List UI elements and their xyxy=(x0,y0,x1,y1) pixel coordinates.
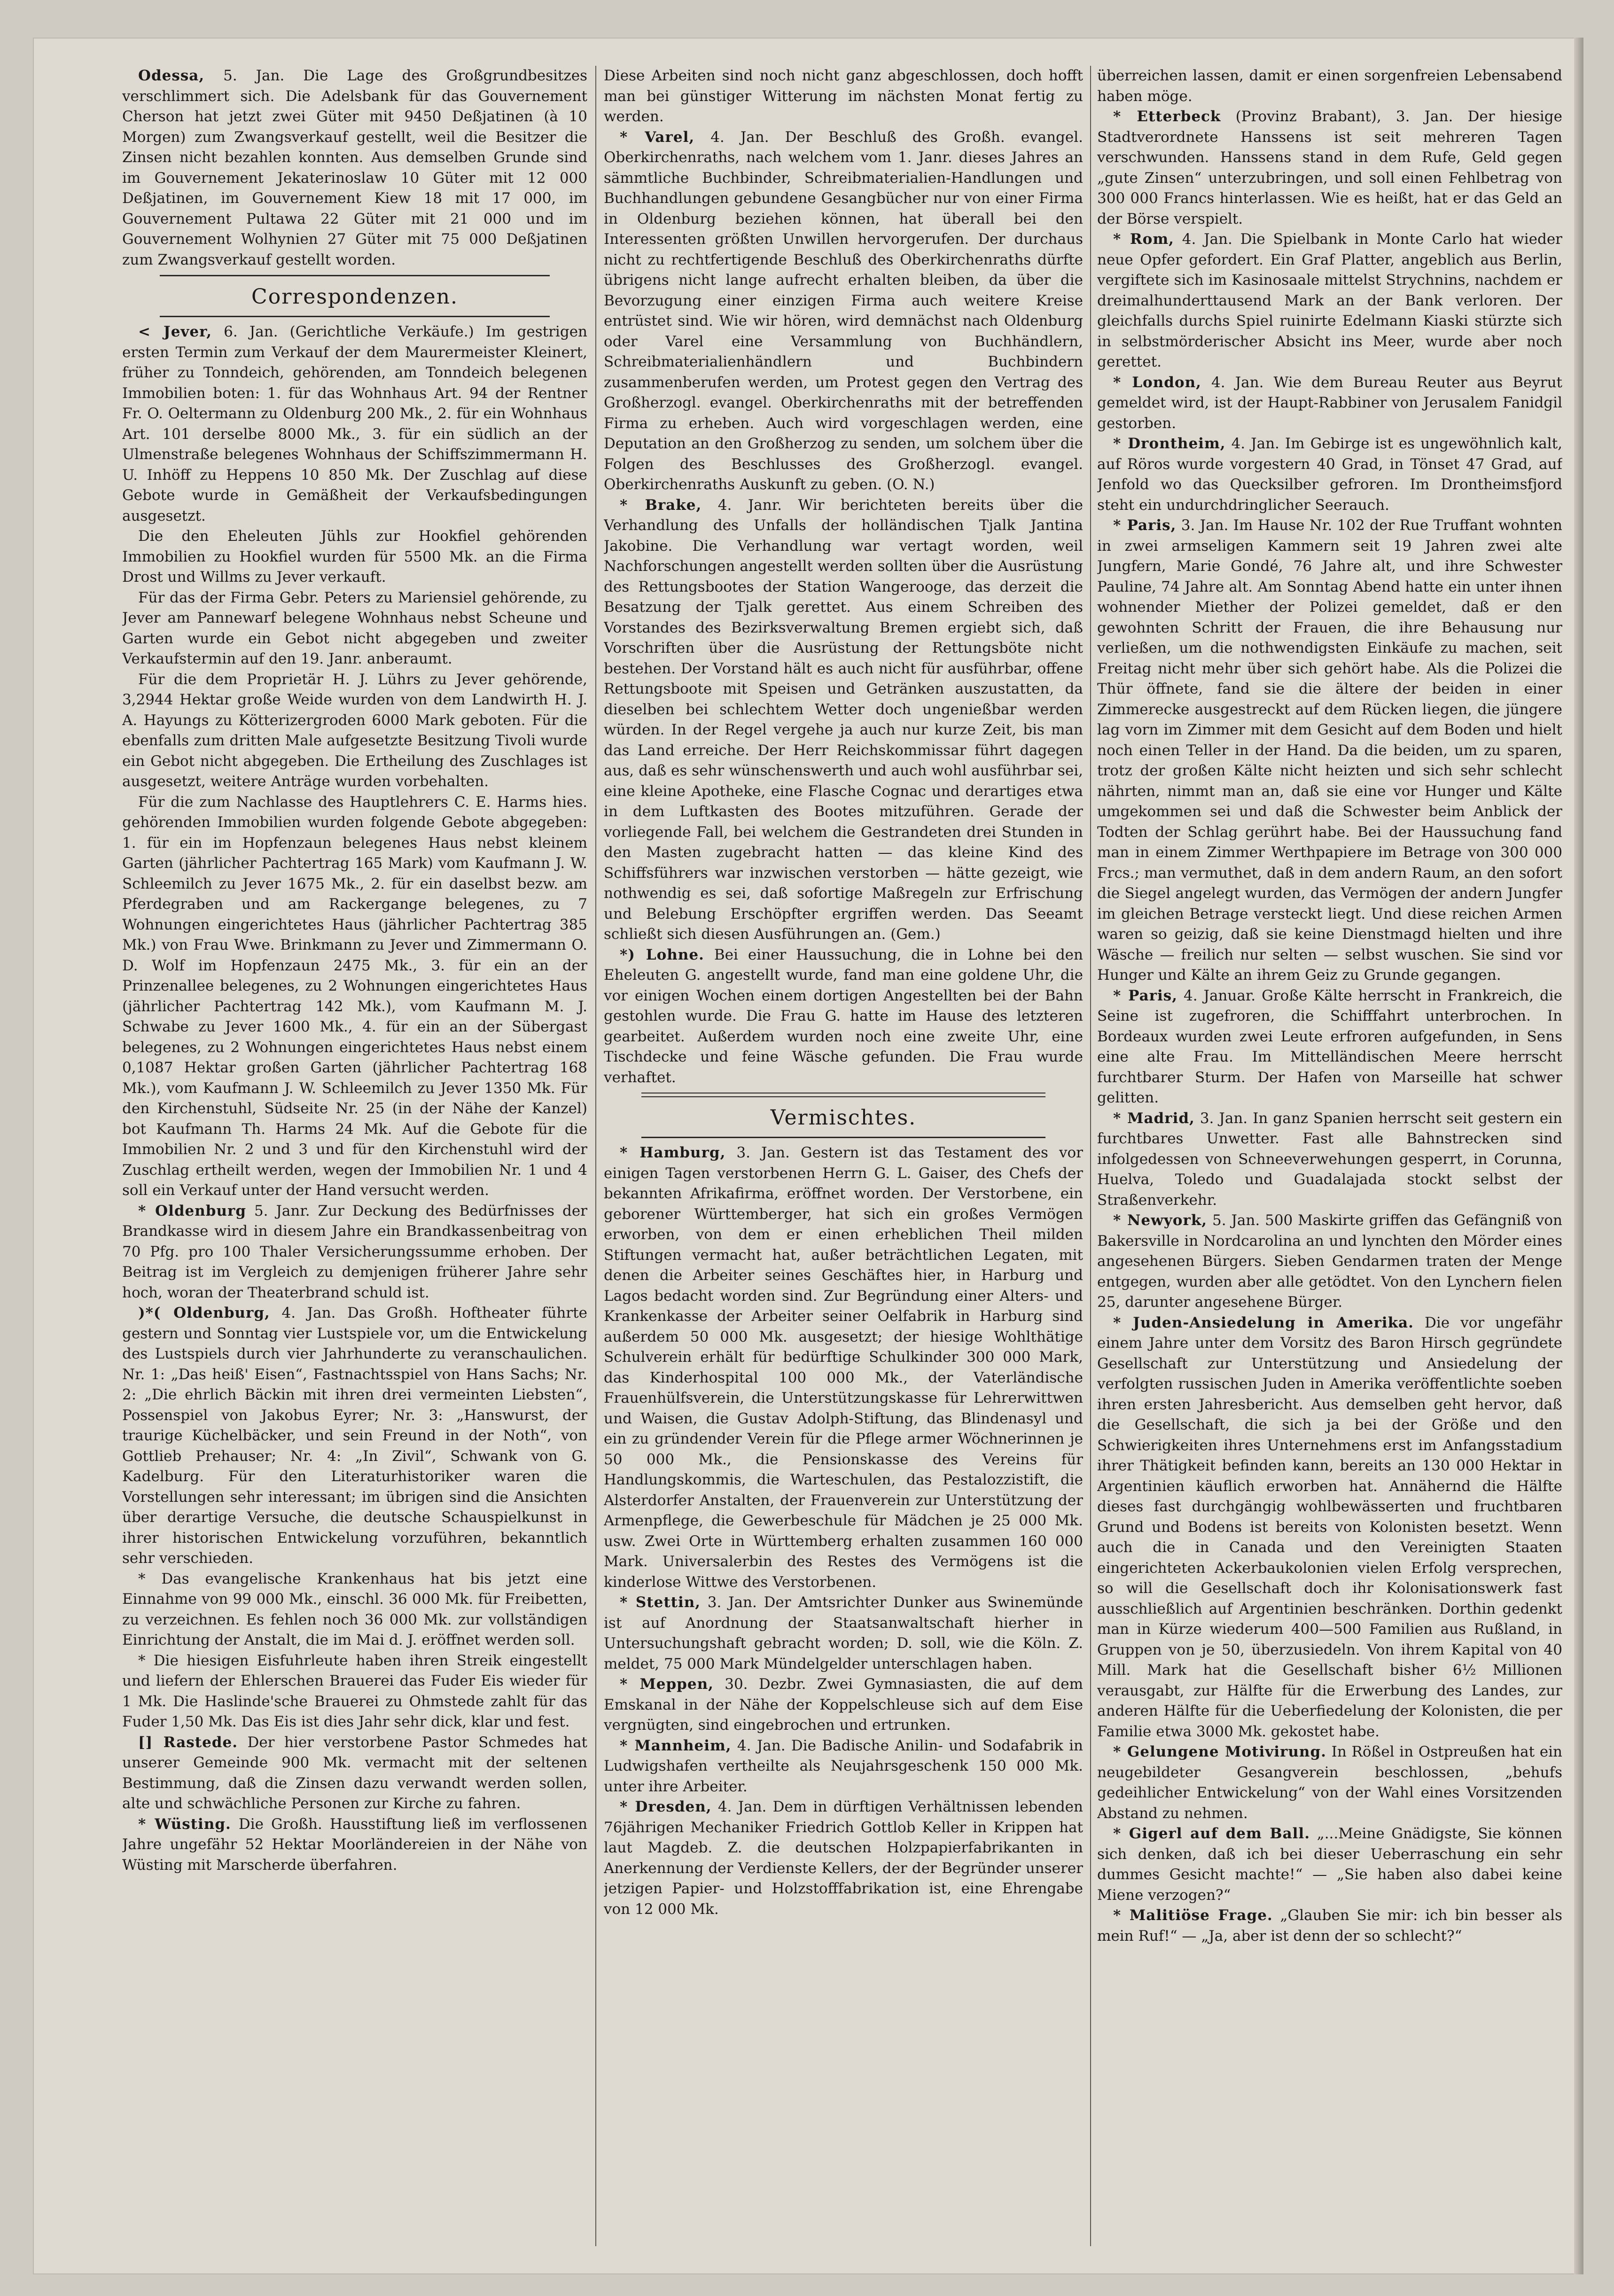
dateline: * Drontheim, xyxy=(1113,435,1226,452)
article-paris-1 xyxy=(1097,515,1562,986)
article-brake xyxy=(604,495,1083,945)
binding-edge xyxy=(1574,38,1583,2274)
article-text: 5. Jan. Die Lage des Großgrundbesitzes verschlimmert sich. Die Adelsbank für das Gouvernement Cherson hat jetzt zwei Güter mit 9450 Deßjatinen (à 10 Morgen) zum Zwangsverkauf gestellt, weil die Besitzer die Zinsen nicht bezahlen konnten. Aus demselben Grunde sind im Gouvernement Jekaterinoslaw 10 Güter mit 12 000 Deßjatinen, im Gouvernement Kiew 18 mit 17 000, im Gouvernement Pultawa 22 Güter mit 21 000 und im Gouvernement Wolhynien 27 Güter mit 75 000 Deßjatinen zum Zwangsverkauf gestellt worden. xyxy=(122,67,587,268)
dateline: < Jever, xyxy=(138,323,212,340)
dateline: * Paris, xyxy=(1113,517,1177,534)
article-dresden xyxy=(604,1797,1083,1920)
dateline: * Varel, xyxy=(620,128,695,146)
article-meppen xyxy=(604,1674,1083,1736)
dateline: Odessa, xyxy=(138,67,205,84)
article-paris-2 xyxy=(1097,986,1562,1109)
article-text: „Glauben Sie mir: ich bin besser als mein Ruf!“ — „Ja, aber ist denn der so schlecht?“ xyxy=(1097,1907,1562,1945)
dateline: *) Lohne. xyxy=(620,946,704,963)
article-text: 4. Jan. Der Beschluß des Großh. evangel. Oberkirchenraths, nach welchem vom 1. Janr. dieses Jahres an sämmtliche Buchbinder, Schreibmaterialien-Handlungen und Buchhandlungen gebundene Gesangbücher nur von einer Firma in Oldenburg beziehen können, hat überall bei den Interessenten größten Unwillen hervorgerufen. Der durchaus nicht zu rechtfertigende Beschluß des Oberkirchenraths dürfte übrigens nicht lange aufrecht erhalten bleiben, da über die Bevorzugung einer einzigen Firma auch weitere Kreise entrüstet sind. Wie wir hören, wird demnächst nach Oldenburg oder Varel eine Versammlung von Buchhändlern, Schreibmaterialienhändlern und Buchbindern zusammenberufen werden, um Protest gegen den Vertrag des Großherzogl. evangel. Oberkirchenraths mit der betreffenden Firma zu erheben. Auch wird vorgeschlagen werden, eine Deputation an den Großherzog zu senden, um solchem über die Folgen des Beschlusses des Großherzogl. evangel. Oberkirchenraths Auskunft zu geben. (O. N.) xyxy=(604,128,1083,493)
article-motivirung xyxy=(1097,1742,1562,1824)
column-1 xyxy=(122,66,587,2246)
column-3 xyxy=(1097,66,1562,2246)
article-oldenburg-2 xyxy=(122,1303,587,1569)
dateline: [] Rastede. xyxy=(138,1734,238,1751)
article-stettin xyxy=(604,1593,1083,1674)
dateline: * Wüsting. xyxy=(138,1815,231,1833)
dateline: * Gigerl auf dem Ball. xyxy=(1113,1825,1310,1842)
column-2 xyxy=(604,66,1083,2246)
article-text: 5. Janr. Zur Deckung des Bedürfnisses der Brandkasse wird in diesem Jahre ein Brandkassenbeitrag von 70 Pfg. pro 100 Thaler Versicherungssumme erhoben. Der Beitrag ist im Vergleich zu demjenigen früherer Jahre sehr hoch, woran der Theaterbrand schuld ist. xyxy=(122,1202,587,1301)
dateline: * Newyork, xyxy=(1113,1212,1208,1229)
dateline: * Malitiöse Frage. xyxy=(1113,1907,1273,1924)
article-text: 3. Jan. Im Hause Nr. 102 der Rue Truffant wohnten in zwei armseligen Kammern seit 19 Jahren zwei alte Jungfern, Marie Gondé, 76 Jahre alt, und ihre Schwester Pauline, 74 Jahre alt. Am Sonntag Abend hatte ein unter ihnen wohnender Miether der Polizei gemeldet, daß er den gewohnten Schritt der Frauen, die ihre Behausung nur verließen, um die nothwendigsten Einkäufe zu machen, seit Freitag nicht mehr über sich gehört habe. Als die Polizei die Thür öffnete, fand sie die ältere der beiden in einer Zimmerecke ausgestreckt auf dem Rücken liegen, die jüngere lag vorn im Zimmer mit dem Gesicht auf dem Boden und hielt noch einen Teller in der Hand. Da die beiden, um zu sparen, trotz der großen Kälte nicht heizten und sich sehr schlecht nährten, nimmt man an, daß sie eine vor Hunger und Kälte umgekommen sei und daß die Schwester beim Anblick der Todten der Schlag gerührt habe. Bei der Haussuchung fand man in einem Zimmer Werthpapiere im Betrage von 300 000 Frcs.; man vermuthet, daß in dem andern Raum, an den sofort die Siegel angelegt wurden, das Vermögen der andern Jungfer im gleichen Betrage versteckt liegt. Und diese reichen Armen waren so geizig, daß sie keine Dienstmagd hielten und ihre Wäsche — freilich nur selten — selbst wuschen. Sie sind vor Hunger und Kälte an ihrem Geiz zu Grunde gegangen. xyxy=(1097,517,1562,984)
dateline: * Brake, xyxy=(620,496,702,514)
article-text: In Rößel in Ostpreußen hat ein neugebildeter Gesangverein beschlossen, „behufs gedeihlicher Entwickelung“ von der Wahl eines Vorsitzenden Abstand zu nehmen. xyxy=(1097,1743,1562,1822)
article-gigerl xyxy=(1097,1824,1562,1906)
dateline: * Paris, xyxy=(1113,987,1178,1004)
divider xyxy=(160,275,550,276)
article-oldenburg-1 xyxy=(122,1201,587,1304)
dateline: * Madrid, xyxy=(1113,1109,1195,1127)
article-hamburg xyxy=(604,1143,1083,1593)
article-text: 5. Jan. 500 Maskirte griffen das Gefängniß von Bakersville in Nordcarolina an und lynchten den Mörder eines angesehenen Bürgers. Sieben Gendarmen traten der Menge entgegen, wurden aber alle getödtet. Von den Lynchern fielen 25, darunter angesehene Bürger. xyxy=(1097,1212,1562,1311)
divider xyxy=(641,1137,1045,1138)
article-london xyxy=(1097,373,1562,434)
dateline: )*( Oldenburg, xyxy=(138,1304,270,1321)
article-text: „...Meine Gnädigste, Sie können sich denken, daß ich bei dieser Ueberraschung ein sehr dummes Gesicht machte!“ — „Sie haben also dabei keine Miene verzogen?“ xyxy=(1097,1825,1562,1904)
article-juden-ansiedelung xyxy=(1097,1313,1562,1742)
paragraph: Für die zum Nachlasse des Hauptlehrers C. E. Harms hies. gehörenden Immobilien wurden folgende Gebote abgegeben: 1. für ein im Hopfenzaun belegenes Haus nebst kleinem Garten (jährlicher Pachtertrag 165 Mark) vom Kaufmann J. W. Schleemilch zu Jever 1675 Mk., 2. für ein daselbst bezw. am Pferdegraben und am Rackergange belegenes, zu 7 Wohnungen eingerichtetes Haus (jährlicher Pachtertrag 385 Mk.) von Frau Wwe. Brinkmann zu Jever und Zimmermann O. D. Wolf im Hopfenzaun 2475 Mk., 3. für ein an der Prinzenallee belegenes, zu 2 Wohnungen eingerichtetes Haus (jährlicher Pachtertrag 142 Mk.), vom Kaufmann M. J. Schwabe zu Jever 1600 Mk., 4. für ein an der Sübergast belegenes, zu 2 Wohnungen eingerichtetes Haus nebst einem 0,1087 Hektar großen Garten (jährlicher Pachtertrag 168 Mk.), vom Kaufmann J. W. Schleemilch zu Jever 1350 Mk. Für den Kirchenstuhl, Südseite Nr. 25 (in der Nähe der Kanzel) bot Kaufmann Th. Harms 24 Mk. Auf die Gebote für die Immobilien Nr. 2 und 3 und für den Kirchenstuhl wird der Zuschlag ertheilt werden, wegen der Immobilien Nr. 1 und 4 soll ein Verkauf unter der Hand versucht werden. xyxy=(122,793,587,1199)
dateline: * Gelungene Motivirung. xyxy=(1113,1743,1326,1760)
paragraph: * Die hiesigen Eisfuhrleute haben ihren Streik eingestellt und liefern der Ehlerschen Brauerei das Fuder Eis wieder für 1 Mk. Die Haslinde'sche Brauerei zu Ohmstede zahlt für das Fuder 1,50 Mk. Das Eis ist dies Jahr sehr dick, klar und fest. xyxy=(122,1652,587,1730)
section-heading-correspondenzen: Correspondenzen. xyxy=(251,285,458,309)
article-newyork xyxy=(1097,1210,1562,1313)
dateline: * Stettin, xyxy=(620,1594,701,1611)
article-madrid xyxy=(1097,1109,1562,1211)
article-wuesting xyxy=(122,1814,587,1876)
article-text: 6. Jan. (Gerichtliche Verkäufe.) Im gestrigen ersten Termin zum Verkauf der dem Maurermeister Kleinert, früher zu Tonndeich, gehörenden, am Tonndeich belegenen Immobilien boten: 1. für das Wohnhaus Art. 94 der Rentner Fr. O. Oeltermann zu Oldenburg 200 Mk., 2. für ein Wohnhaus Art. 101 derselbe 8000 Mk., 3. für ein südlich an der Ulmenstraße belegenes Wohnhaus der Schiffszimmermann H. U. Inhöff zu Heppens 10 850 Mk. Der Zuschlag auf diese Gebote wurde in Gemäßheit der Verkaufsbedingungen ausgesetzt. xyxy=(122,323,587,524)
article-odessa xyxy=(122,66,587,270)
column-rule xyxy=(1090,66,1091,2246)
dateline: * Mannheim, xyxy=(620,1737,732,1754)
article-text: 3. Jan. Der Amtsrichter Dunker aus Swinemünde ist auf Anordnung der Staatsanwaltschaft hierher in Untersuchungshaft gebracht worden; D. soll, wie die Köln. Z. meldet, 75 000 Mark Mündelgelder unterschlagen haben. xyxy=(604,1594,1083,1672)
dateline: * Hamburg, xyxy=(620,1144,726,1161)
dateline: * London, xyxy=(1113,374,1201,391)
section-heading-vermischtes: Vermischtes. xyxy=(770,1106,917,1130)
article-text: 3. Jan. Gestern ist das Testament des vor einigen Tagen verstorbenen Herrn G. L. Gaiser, des Chefs der bekannten Afrikafirma, eröffnet worden. Der Verstorbene, ein geborener Württemberger, hat sich ein großes Vermögen erworben, von dem er einen erheblichen Theil milden Stiftungen vermacht hat, außer beträchtlichen Legaten, mit denen die Arbeiter seines Geschäftes hier, in Harburg und Lagos bedacht worden sind. Zur Begründung einer Alters- und Krankenkasse der Arbeiter seiner Oelfabrik in Harburg sind außerdem 50 000 Mk. ausgesetzt; der hiesige Wohlthätige Schulverein erhält für bedürftige Schulkinder 300 000 Mark, das Kinderhospital 100 000 Mk., der Vaterländische Frauenhülfsverein, die Unterstützungskasse für Lehrerwittwen und Waisen, die Gustav Adolph-Stiftung, das Blindenasyl und ein zu gründender Verein für die Pflege armer Wöchnerinnen je 50 000 Mk., die Pensionskasse des Vereins für Handlungskommis, die Warteschulen, das Pestalozzistift, die Alsterdorfer Anstalten, der Frauenverein zur Unterstützung der Armenpflege, die Gewerbeschule für Mädchen je 25 000 Mk. usw. Zwei Orte in Württemberg erhalten zusammen 160 000 Mark. Universalerbin des Restes des Vermögens ist die kinderlose Wittwe des Verstorbenen. xyxy=(604,1144,1083,1591)
article-text: 3. Jan. In ganz Spanien herrscht seit gestern ein furchtbares Unwetter. Fast alle Bahnstrecken sind infolgedessen von Schneeverwehungen gesperrt, in Corunna, Huelva, Toledo und Guadalajada stockt selbst der Straßenverkehr. xyxy=(1097,1109,1562,1209)
divider xyxy=(160,316,550,317)
column-rule xyxy=(595,66,596,2246)
article-text: 4. Janr. Wir berichteten bereits über die Verhandlung des Unfalls der holländischen Tjalk Jantina Jakobine. Die Verhandlung war vertagt worden, weil Nachforschungen angestellt werden sollten über die Ausrüstung des Rettungsbootes der Station Wangerooge, das derzeit die Besatzung der Tjalk gerettet. Aus einem Schreiben des Vorstandes des Bezirksverwaltung Bremen ergiebt sich, daß Vorschriften über die Ausrüstung der Rettungsböte nicht bestehen. Der Vorstand hält es auch nicht für ausführbar, offene Rettungsboote mit Speisen und Getränken auszustatten, da dieselben bei schlechtem Wetter doch ungenießbar werden würden. In der Regel vergehe ja auch nur kurze Zeit, bis man das Land erreiche. Der Herr Reichskommissar führt dagegen aus, daß es sehr wünschenswerth und auch wohl ausführbar sei, eine kleine Apotheke, eine Flasche Cognac und derartiges etwa in dem Luftkasten des Bootes mitzuführen. Gerade der vorliegende Fall, bei welchem die Gestrandeten drei Stunden in den Masten zugebracht hatten — das kleine Kind des Schiffsführers war inzwischen verstorben — hätte gezeigt, wie nothwendig es sei, daß sofortige Maßregeln zur Erfrischung und Belebung Erschöpfter ergriffen werden. Das Seeamt schließt sich diesen Ausführungen an. (Gem.) xyxy=(604,496,1083,943)
divider xyxy=(641,1093,1045,1097)
article-text: 4. Jan. Dem in dürftigen Verhältnissen lebenden 76jährigen Mechaniker Friedrich Gottlob Keller in Krippen hat laut Magdeb. Z. die deutschen Holzpapierfabrikanten in Anerkennung der Verdienste Kellers, der der Begründer unserer jetzigen Papier- und Holzstofffabrikation ist, eine Ehrengabe von 12 000 Mk. xyxy=(604,1798,1083,1918)
paragraph: Für das der Firma Gebr. Peters zu Mariensiel gehörende, zu Jever am Pannewarf belegene Wohnhaus nebst Scheune und Garten wurde ein Gebot nicht abgegeben und zweiter Verkaufstermin auf den 19. Janr. anberaumt. xyxy=(122,589,587,667)
paragraph: * Das evangelische Krankenhaus hat bis jetzt eine Einnahme von 99 000 Mk., einschl. 36 000 Mk. für Freibetten, zu verzeichnen. Es fehlen noch 36 000 Mk. zur vollständigen Einrichtung der Anstalt, die im Mai d. J. eröffnet werden soll. xyxy=(122,1570,587,1648)
dateline: * Dresden, xyxy=(620,1798,712,1815)
article-drontheim xyxy=(1097,434,1562,515)
article-text: Die vor ungefähr einem Jahre unter dem Vorsitz des Baron Hirsch gegründete Gesellschaft zur Unterstützung und Ansiedelung der verfolgten russischen Juden in Amerika veröffentlichte soeben ihren ersten Jahresbericht. Aus demselben geht hervor, daß die Gesellschaft, die sich ja bei der Größe und den Schwierigkeiten ihres Unternehmens erst im Anfangsstadium ihrer Thätigkeit befinden kann, bereits an 130 000 Hektar in Argentinien käuflich erworben hat. Annähernd die Hälfte dieses fast durchgängig wohlbewässerten und fruchtbaren Grund und Bodens ist bereits von Kolonisten besetzt. Wenn auch die in Canada und den Vereinigten Staaten eingerichteten Ackerbaukolonien vielen Erfolg versprechen, so will die Gesellschaft doch ihr Kolonisationswerk fast ausschließlich auf Argentinien beschränken. Dorthin gedenkt man in Kürze wiederum 400—500 Familien aus Rußland, in Gruppen von je 50, überzusiedeln. Von ihrem Kapital von 40 Mill. Mark hat die Gesellschaft bisher 6½ Millionen verausgabt, zur Hälfte für die Erwerbung des Landes, zur anderen Hälfte für die Ueberfiedelung der Kolonisten, die per Familie etwa 3000 Mk. gekostet habe. xyxy=(1097,1314,1562,1740)
dateline: * Rom, xyxy=(1113,231,1174,248)
article-etterbeck xyxy=(1097,107,1562,229)
dateline: * Meppen, xyxy=(620,1676,714,1693)
article-rom xyxy=(1097,229,1562,373)
article-text: 4. Jan. Im Gebirge ist es ungewöhnlich kalt, auf Röros wurde vorgestern 40 Grad, in Tönset 47 Grad, auf Jenfold wo das Quecksilber gefroren. Im Drontheimsfjord steht ein undurchdringlicher Seerauch. xyxy=(1097,435,1562,514)
article-rastede xyxy=(122,1733,587,1814)
article-text: 30. Dezbr. Zwei Gymnasiasten, die auf dem Emskanal in der Nähe der Koppelschleuse sich auf dem Eise vergnügten, sind eingebrochen und ertrunken. xyxy=(604,1676,1083,1734)
article-varel xyxy=(604,127,1083,495)
article-jever xyxy=(122,322,587,526)
article-text: Die Großh. Hausstiftung ließ im verflossenen Jahre ungefähr 52 Hektar Moorländereien in der Nähe von Wüsting mit Marscherde überfahren. xyxy=(122,1815,587,1874)
paragraph: Für die dem Proprietär H. J. Lührs zu Jever gehörende, 3,2944 Hektar große Weide wurden von dem Landwirth H. J. A. Hayungs zu Kötterizergroden 6000 Mark geboten. Für die ebenfalls zum dritten Male aufgesetzte Besitzung Tivoli wurde ein Gebot nicht abgegeben. Die Ertheilung des Zuschlages ist ausgesetzt, weitere Anträge wurden vorbehalten. xyxy=(122,671,587,790)
paragraph: Diese Arbeiten sind noch nicht ganz abgeschlossen, doch hofft man bei günstiger Witterung im nächsten Monat fertig zu werden. xyxy=(604,67,1083,125)
article-text: (Provinz Brabant), 3. Jan. Der hiesige Stadtverordnete Hanssens ist seit mehreren Tagen verschwunden. Hanssens stand in dem Rufe, Geld gegen „gute Zinsen“ unterzubringen, und soll einen Fehlbetrag von 300 000 Francs hinterlassen. Wie es heißt, hat er das Geld an der Börse verspielt. xyxy=(1097,108,1562,227)
article-lohne xyxy=(604,945,1083,1088)
article-text: 4. Jan. Das Großh. Hoftheater führte gestern und Sonntag vier Lustspiele vor, um die Entwickelung des Lustspiels durch vier Jahrhunderte zu veranschaulichen. Nr. 1: „Das heiß' Eisen“, Fastnachtsspiel von Hans Sachs; Nr. 2: „Die ehrlich Bäckin mit ihren drei vermeinten Liebsten“, Possenspiel von Jakobus Eyrer; Nr. 3: „Hanswurst, der traurige Küchelbäcker, und sein Freund in der Noth“, von Gottlieb Prehauser; Nr. 4: „In Zivil“, Schwank von G. Kadelburg. Für den Literaturhistoriker waren die Vorstellungen sehr interessant; im übrigen sind die Ansichten über derartige Versuche, die deutsche Schauspielkunst in ihrer historischen Entwickelung vorzuführen, bekanntlich sehr verschieden. xyxy=(122,1304,587,1567)
article-mannheim xyxy=(604,1736,1083,1797)
dateline: * Juden-Ansiedelung in Amerika. xyxy=(1113,1314,1414,1331)
article-malitioese-frage xyxy=(1097,1906,1562,1946)
article-text: 4. Jan. Die Badische Anilin- und Sodafabrik in Ludwigshafen vertheilte als Neujahrsgeschenk 150 000 Mk. unter ihre Arbeiter. xyxy=(604,1737,1083,1795)
article-text: 4. Jan. Wie dem Bureau Reuter aus Beyrut gemeldet wird, ist der Haupt-Rabbiner von Jerusalem Fanidgil gestorben. xyxy=(1097,374,1562,432)
paragraph: Die den Eheleuten Jühls zur Hookfiel gehörenden Immobilien zu Hookfiel wurden für 5500 Mk. an die Firma Drost und Willms zu Jever verkauft. xyxy=(122,528,587,586)
article-text: Der hier verstorbene Pastor Schmedes hat unserer Gemeinde 900 Mk. vermacht mit der seltenen Bestimmung, daß die Zinsen dazu verwandt werden sollen, alte und schwächliche Personen zur Kirche zu fahren. xyxy=(122,1734,587,1812)
dateline: * Oldenburg xyxy=(138,1202,247,1219)
dateline: * Etterbeck xyxy=(1113,108,1221,125)
article-text: Bei einer Haussuchung, die in Lohne bei den Eheleuten G. angestellt wurde, fand man eine goldene Uhr, die vor einigen Wochen einem dortigen Angestellten bei der Bahn gestohlen wurde. Die Frau G. hatte im Hause des letzteren gearbeitet. Außerdem wurden noch eine zweite Uhr, eine Tischdecke und feine Wäsche gefunden. Die Frau wurde verhaftet. xyxy=(604,946,1083,1086)
article-text: 4. Januar. Große Kälte herrscht in Frankreich, die Seine ist zugefroren, die Schifffahrt unterbrochen. In Bordeaux wurden zwei Leute erfroren aufgefunden, in Sens eine alte Frau. Im Mittelländischen Meere herrscht furchtbarer Sturm. Der Hafen von Marseille hat schwer gelitten. xyxy=(1097,987,1562,1106)
article-text: 4. Jan. Die Spielbank in Monte Carlo hat wieder neue Opfer gefordert. Ein Graf Platter, angeblich aus Berlin, vergiftete sich im Kasinosaale mittelst Strychnins, nachdem er dreimalhunderttausend Mark an der Bank verloren. Der gleichfalls durchs Spiel ruinirte Edelmann Kiaski stürzte sich in selbstmörderischer Absicht ins Meer, wurde aber noch gerettet. xyxy=(1097,231,1562,370)
newspaper-page xyxy=(33,38,1583,2274)
paragraph: überreichen lassen, damit er einen sorgenfreien Lebensabend haben möge. xyxy=(1097,67,1562,105)
